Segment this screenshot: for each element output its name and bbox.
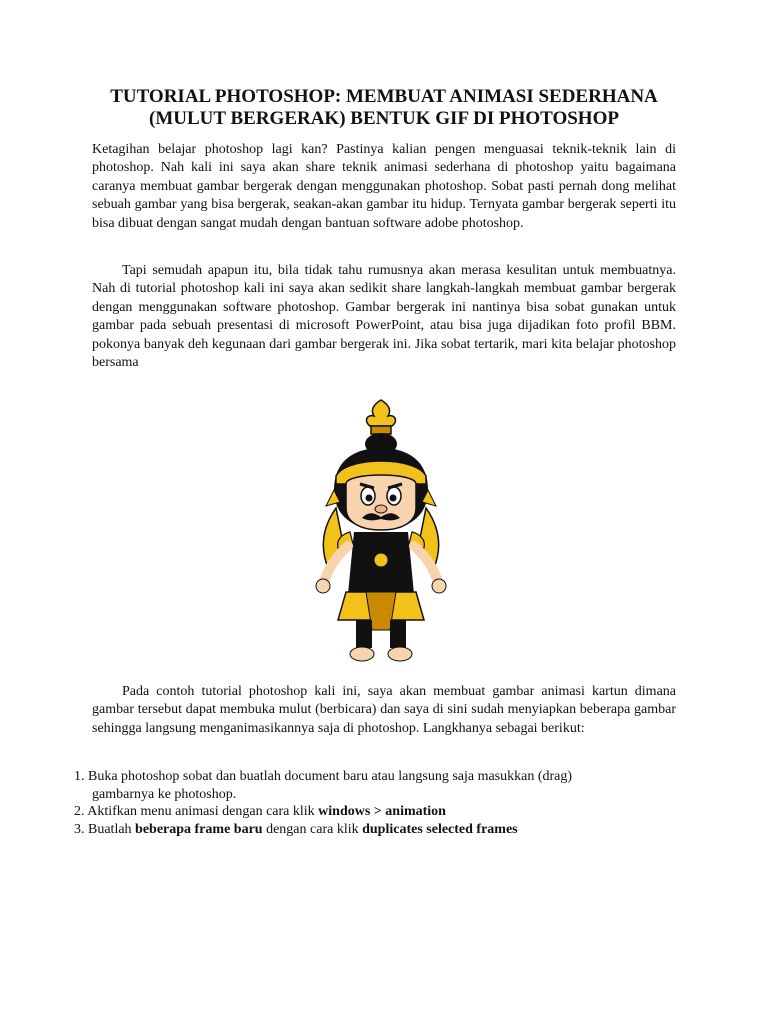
step-text-continued: gambarnya ke photoshop.	[92, 786, 237, 802]
step-text: Aktifkan menu animasi dengan cara klik	[87, 804, 315, 819]
crown-ornament	[367, 400, 396, 434]
step-bold-text: duplicates selected frames	[362, 821, 518, 837]
document-title	[92, 86, 676, 130]
step-number: 1.	[74, 769, 85, 784]
cartoon-character-illustration	[306, 398, 456, 664]
steps-list	[74, 768, 684, 838]
step-item-3	[74, 821, 684, 839]
character-head	[326, 448, 436, 530]
step-text: Buka photoshop sobat dan buatlah document baru atau langsung saja masukkan (drag)	[88, 769, 573, 784]
paragraph-intro: Ketagihan belajar photoshop lagi kan? Pastinya kalian pengen menguasai teknik-teknik lain di photoshop. Nah kali ini saya akan share teknik animasi sederhana di photoshop yaitu bagaimana caranya membuat gambar bergerak dengan menggunakan photoshop. Sobat pasti pernah dong melihat sebuah gambar yang bisa bergerak, seakan-akan gambar itu hidup. Ternyata gambar bergerak seperti itu bisa dibuat dengan sangat mudah dengan bantuan software adobe photoshop.	[92, 142, 676, 231]
step-text: dengan cara klik	[266, 821, 359, 837]
paragraph-third: Pada contoh tutorial photoshop kali ini, saya akan membuat gambar animasi kartun dimana gambar tersebut dapat membuka mulut (berbicara) dan saya di sini sudah menyiapkan beberapa gambar sehingga langsung menganimasikannya saja di photoshop. Langkhanya sebagai berikut:	[92, 684, 676, 736]
step-bold-text: beberapa frame baru	[135, 821, 263, 837]
step-bold-text: windows > animation	[318, 804, 446, 819]
step-number: 2.	[74, 804, 85, 819]
step-number: 3.	[74, 821, 85, 837]
title-line-2: (MULUT BERGERAK) BENTUK GIF DI PHOTOSHOP	[149, 108, 619, 129]
title-line-1: TUTORIAL PHOTOSHOP: MEMBUAT ANIMASI SEDERHANA	[110, 86, 658, 107]
paragraph-second: Tapi semudah apapun itu, bila tidak tahu rumusnya akan merasa kesulitan untuk membuatnya. Nah di tutorial photoshop kali ini saya akan sedikit share langkah-langkah membuat gambar bergerak dengan menggunakan software photoshop. Gambar bergerak ini nantinya bisa sobat gunakan untuk gambar pada sebuah presentasi di microsoft PowerPoint, atau bisa juga dijadikan foto profil BBM. pokonya banyak deh kegunaan dari gambar bergerak ini. Jika sobat tertarik, mari kita belajar photoshop bersama	[92, 263, 676, 371]
step-item-2	[74, 803, 684, 821]
step-text: Buatlah	[88, 821, 132, 837]
step-item-1	[74, 768, 684, 803]
